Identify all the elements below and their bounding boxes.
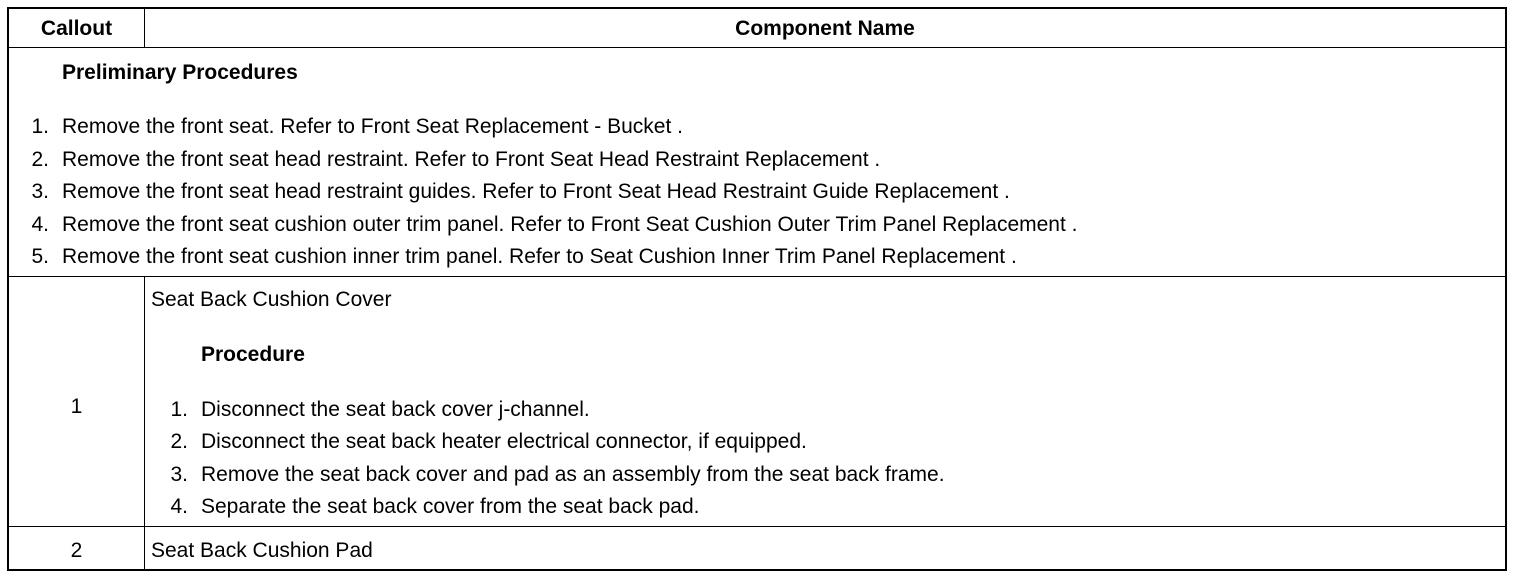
row-2-name: Seat Back Cushion Pad — [151, 539, 373, 562]
row-1-step-number: 2. — [170, 430, 188, 453]
header-divider — [9, 47, 1505, 48]
row-1-procedure-heading: Procedure — [201, 343, 305, 366]
prelim-step-text: Remove the front seat. Refer to Front Seat Replacement - Bucket . — [62, 115, 683, 138]
row-1-step-text: Disconnect the seat back cover j-channel. — [201, 398, 590, 421]
prelim-step-number: 2. — [31, 148, 49, 171]
prelim-step-text: Remove the front seat head restraint guides. Refer to Front Seat Head Restraint Guide Replacement . — [62, 180, 1010, 203]
prelim-step-number: 3. — [31, 180, 49, 203]
preliminary-divider — [9, 276, 1505, 277]
prelim-step-text: Remove the front seat cushion inner trim panel. Refer to Seat Cushion Inner Trim Panel Replacement . — [62, 245, 1017, 268]
row-1-step-text: Remove the seat back cover and pad as an assembly from the seat back frame. — [201, 463, 945, 486]
prelim-step-text: Remove the front seat cushion outer trim panel. Refer to Front Seat Cushion Outer Trim Panel Replacement . — [62, 213, 1078, 236]
component-table — [7, 7, 1507, 571]
prelim-step-number: 5. — [31, 245, 49, 268]
row-1-step-number: 4. — [170, 495, 188, 518]
row-divider — [9, 526, 1505, 527]
preliminary-heading: Preliminary Procedures — [62, 61, 298, 84]
header-component-name: Component Name — [735, 17, 915, 40]
row-2-callout: 2 — [70, 539, 83, 562]
row-1-step-number: 1. — [170, 398, 188, 421]
row-1-name: Seat Back Cushion Cover — [151, 288, 392, 311]
header-callout: Callout — [40, 17, 113, 40]
row-1-step-text: Disconnect the seat back heater electrical connector, if equipped. — [201, 430, 807, 453]
prelim-step-text: Remove the front seat head restraint. Refer to Front Seat Head Restraint Replacement . — [62, 148, 881, 171]
row-1-step-text: Separate the seat back cover from the seat back pad. — [201, 495, 700, 518]
prelim-step-number: 1. — [31, 115, 49, 138]
column-divider-body — [144, 276, 145, 571]
row-1-callout: 1 — [70, 395, 83, 418]
row-1-step-number: 3. — [170, 463, 188, 486]
prelim-step-number: 4. — [31, 213, 49, 236]
